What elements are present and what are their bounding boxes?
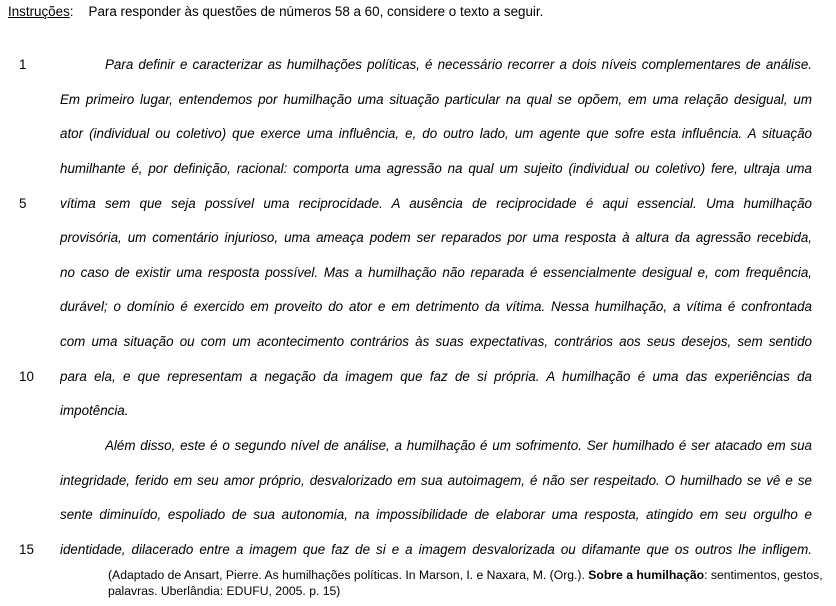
line-text: para ela, e que representam a negação da imagem que faz de si própria. A humilhação é uma das experiências da [60,368,812,384]
line-text: com uma situação ou com um acontecimento contrários às suas expectativas, contrários aos seus desejos, sem sentido [60,334,812,350]
passage-line [0,87,836,122]
passage-line [0,294,836,329]
citation-source: (Adaptado de Ansart, Pierre. As humilhações políticas. In Marson, I. e Naxara, M. (Org.). [108,568,589,582]
line-number: 1 [19,57,27,72]
passage-line [0,121,836,156]
passage-line [0,191,836,226]
line-text: impotência. [60,403,129,419]
citation-book-title: Sobre a humilhação [588,568,705,582]
passage-line [0,225,836,260]
passage-line [0,468,836,503]
line-text: vítima sem que seja possível uma reciprocidade. A ausência de reciprocidade é aqui essencial. Uma humilhação [60,195,812,211]
passage-line [0,156,836,191]
instructions [8,3,543,21]
line-text: Para definir e caracterizar as humilhações políticas, é necessário recorrer a dois níveis complementares de análise. [105,57,812,72]
citation-line-1 [108,567,832,583]
instructions-text: Para responder às questões de números 58 a 60, considere o texto a seguir. [88,4,544,19]
instructions-label: Instruções [8,4,70,19]
line-text: integridade, ferido em seu amor próprio, desvalorizado em sua autoimagem, é não ser respeitado. O humilhado se vê e se [60,472,812,488]
passage-line [0,260,836,295]
instructions-colon: : [69,4,74,19]
line-text: durável; o domínio é exercido em proveito do ator e em detrimento da vítima. Nessa humilhação, a vítima é confrontada [60,299,812,315]
line-number: 15 [19,541,34,557]
line-text: Em primeiro lugar, entendemos por humilhação uma situação particular na qual se opõem, em uma relação desigual, um [60,91,812,107]
passage-line [0,52,836,87]
passage-line [0,329,836,364]
line-text: identidade, dilacerado entre a imagem que faz de si e a imagem desvalorizada ou difamante que os outros lhe infligem. [60,541,812,557]
passage-line [0,398,836,433]
citation [108,567,832,599]
line-number: 5 [19,195,27,211]
passage-line [0,433,836,468]
line-text: sente diminuído, espoliado de sua autonomia, na impossibilidade de elaborar uma resposta, atingido em seu orgulho e [60,507,812,523]
line-text: Além disso, este é o segundo nível de análise, a humilhação é um sofrimento. Ser humilhado é ser atacado em sua [105,438,812,454]
line-number: 10 [19,368,34,384]
passage [0,52,836,572]
line-text: ator (individual ou coletivo) que exerce uma influência, e, do outro lado, um agente que sofre esta influência. A situação [60,126,812,142]
passage-line [0,502,836,537]
line-text: no caso de existir uma resposta possível. Mas a humilhação não reparada é essencialmente desigual e, com frequência, [60,264,812,280]
passage-line [0,364,836,399]
line-text: humilhante é, por definição, racional: comporta uma agressão na qual um sujeito (individual ou coletivo) fere, ultraja uma [60,160,812,176]
citation-line-2: palavras. Uberlândia: EDUFU, 2005. p. 15) [108,584,341,598]
citation-subtitle: : sentimentos, gestos, [704,568,823,582]
line-text: provisória, um comentário injurioso, uma ameaça podem ser reparados por uma resposta à altura da agressão recebida, [60,230,812,246]
